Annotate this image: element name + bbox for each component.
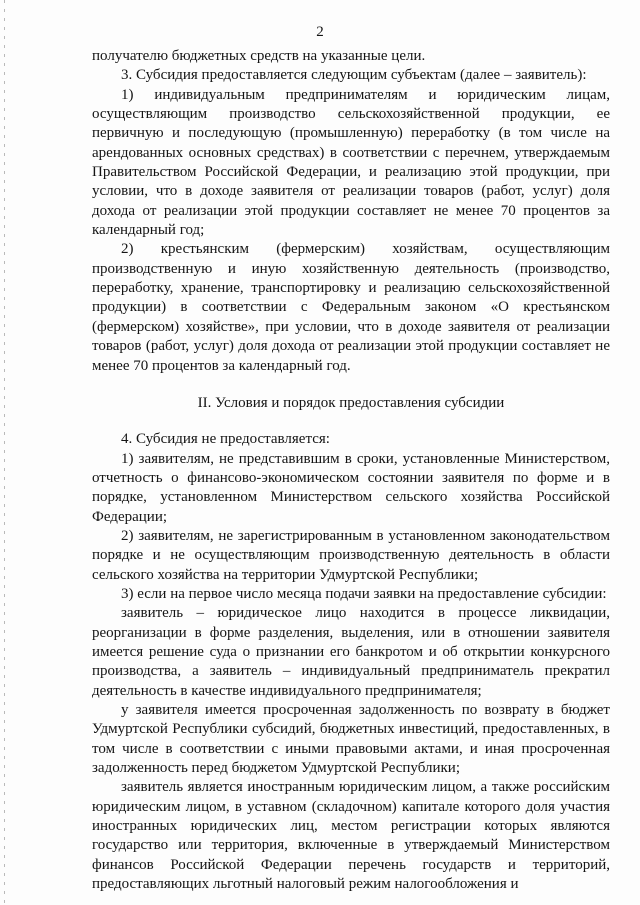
paragraph-4-2-not-registered: 2) заявителям, не зарегистрированным в установленном законодательством порядке и не осуществляющим производственную деятельность в области сельского хозяйства на территории Удмуртской Республики; (92, 527, 610, 583)
paragraph-3-2-farms: 2) крестьянским (фермерским) хозяйствам, осуществляющим производственную и иную хозяйственную деятельность (производство, переработку, хранение, транспортировку и реализацию сельскохозяйственной продукции) в соответствии с Федеральным законом «О крестьянском (фермерском) хозяйстве», при условии, что в доходе заявителя от реализации товаров (работ, услуг) доля дохода от реализации этой продукции составляет не менее 70 процентов за календарный год. (92, 241, 610, 374)
paragraph-4-not-granted: 4. Субсидия не предоставляется: (121, 431, 330, 448)
document-body (92, 47, 610, 894)
scan-edge-marks (4, 0, 5, 905)
paragraph-3-recipients: 3. Субсидия предоставляется следующим субъектам (далее – заявитель): (121, 67, 587, 84)
paragraph-4-1-no-reporting: 1) заявителям, не представившим в сроки, установленные Министерством, отчетность о финансово-экономическом состоянии заявителя по форме и в порядке, установленном Министерством сельского хозяйства Российской Федерации; (92, 450, 610, 525)
paragraph-foreign-entity: заявитель является иностранным юридическим лицом, а также российским юридическим лицом, в уставном (складочном) капитале которого доля участия иностранных юридических лиц, местом регистрации которых являются государство или территория, включенные в утверждаемый Министерством финансов Российской Федерации перечень государств и территорий, предоставляющих льготный налоговый режим налогообложения и (92, 779, 610, 893)
paragraph-liquidation: заявитель – юридическое лицо находится в процессе ликвидации, реорганизации в форме разделения, выделения, или в отношении заявителя имеется решение суда о признании его банкротом и об открытии конкурсного производства, а заявитель – индивидуальный предприниматель прекратил деятельность в качестве индивидуального предпринимателя; (92, 605, 610, 699)
page-number: 2 (316, 24, 324, 40)
paragraph-overdue-debt: у заявителя имеется просроченная задолженность по возврату в бюджет Удмуртской Республики субсидий, бюджетных инвестиций, предоставленных, в том числе в соответствии с иными правовыми актами, и иная просроченная задолженность перед бюджетом Удмуртской Республики; (92, 702, 610, 777)
paragraph-4-3-conditions: 3) если на первое число месяца подачи заявки на предоставление субсидии: (121, 585, 607, 602)
section-heading: II. Условия и порядок предоставления субсидии (197, 394, 505, 411)
paragraph-3-1-entrepreneurs: 1) индивидуальным предпринимателям и юридическим лицам, осуществляющим производство сельскохозяйственной продукции, ее первичную и последующую (промышленную) переработку (в том числе на арендованных основных средствах) в соответствии с перечнем, утверждаемым Правительством Российской Федерации, и реализацию этой продукции, при условии, что в доходе заявителя от реализации товаров (работ, услуг) доля дохода от реализации этой продукции составляет не менее 70 процентов за календарный год; (92, 86, 610, 239)
paragraph-continuation: получателю бюджетных средств на указанные цели. (92, 48, 426, 64)
